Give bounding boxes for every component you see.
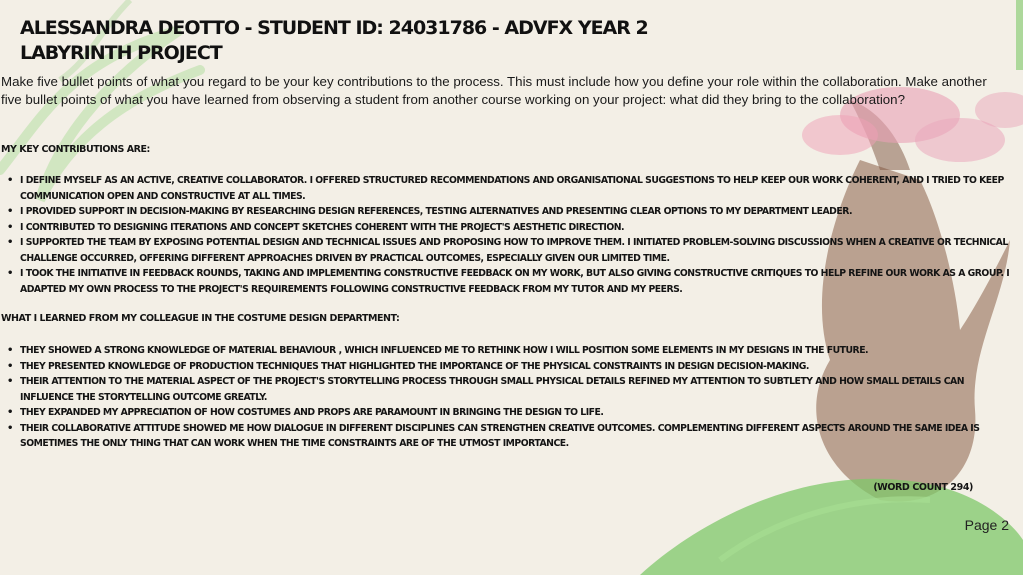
list-item (0, 266, 1010, 297)
list-item (0, 405, 1010, 421)
bullet-icon: • (7, 268, 13, 279)
list-item-text: I TOOK THE INITIATIVE IN FEEDBACK ROUNDS, TAKING AND IMPLEMENTING CONSTRUCTIVE FEEDBACK ON MY WORK, BUT ALSO GIVING CONSTRUCTIVE CRITIQUES TO HELP REFINE OUR WORK AS A GROUP. I ADAPTED MY OWN PROCESS TO THE PROJECT'S REQUIREMENTS FOLLOWING CONSTRUCTIVE FEEDBACK FROM MY TUTOR AND MY PEERS. (20, 268, 1010, 295)
bullet-icon: • (7, 422, 13, 434)
list-item-text: THEIR ATTENTION TO THE MATERIAL ASPECT OF THE PROJECT'S STORYTELLING PROCESS THROUGH SMALL PHYSICAL DETAILS REFINED MY ATTENTION TO SUBTLETY AND HOW SMALL DETAILS CAN INFLUENCE THE STORYTELLING OUTCOME GREATLY. (20, 376, 965, 403)
list-item-text: THEIR COLLABORATIVE ATTITUDE SHOWED ME HOW DIALOGUE IN DIFFERENT DISCIPLINES CAN STRENGTHEN CREATIVE OUTCOMES. COMPLEMENTING DIFFERENT ASPECTS AROUND THE SAME IDEA IS SOMETIMES THE ONLY THING THAT CAN WORK WHEN THE TIME CONSTRAINTS ARE OF THE UTMOST IMPORTANCE. (20, 422, 980, 449)
contributions-heading: MY KEY CONTRIBUTIONS ARE: (1, 144, 150, 155)
contributions-list (0, 173, 1010, 297)
page-title (20, 16, 648, 66)
list-item-text: THEY SHOWED A STRONG KNOWLEDGE OF MATERIAL BEHAVIOUR , WHICH INFLUENCED ME TO RETHINK HOW I WILL POSITION SOME ELEMENTS IN MY DESIGNS IN THE FUTURE. (20, 345, 869, 356)
list-item-text: I CONTRIBUTED TO DESIGNING ITERATIONS AND CONCEPT SKETCHES COHERENT WITH THE PROJECT'S AESTHETIC DIRECTION. (20, 221, 625, 233)
list-item-text: I DEFINE MYSELF AS AN ACTIVE, CREATIVE COLLABORATOR. I OFFERED STRUCTURED RECOMMENDATIONS AND ORGANISATIONAL SUGGESTIONS TO HELP KEEP OUR WORK COHERENT, AND I TRIED TO KEEP COMMUNICATION OPEN AND CONSTRUCTIVE AT ALL TIMES. (20, 175, 1004, 202)
list-item-text: I SUPPORTED THE TEAM BY EXPOSING POTENTIAL DESIGN AND TECHNICAL ISSUES AND PROPOSING HOW TO IMPROVE THEM. I INITIATED PROBLEM-SOLVING DISCUSSIONS WHEN A CREATIVE OR TECHNICAL CHALLENGE OCCURRED, OFFERING DIFFERENT APPROACHES DRIVEN BY PRACTICAL OUTCOMES, ESPECIALLY GIVEN OUR LIMITED TIME. (20, 237, 1008, 264)
list-item (0, 220, 1010, 236)
bullet-icon: • (7, 376, 13, 387)
word-count: (WORD COUNT 294) (873, 482, 973, 493)
title-line-2: LABYRINTH PROJECT (20, 42, 222, 64)
title-line-1: ALESSANDRA DEOTTO - STUDENT ID: 24031786 - ADVFX YEAR 2 (20, 17, 648, 39)
list-item (0, 343, 1010, 359)
list-item (0, 359, 1010, 375)
page-number: Page 2 (964, 517, 1009, 533)
bullet-icon: • (7, 175, 13, 186)
list-item-text: THEY PRESENTED KNOWLEDGE OF PRODUCTION TECHNIQUES THAT HIGHLIGHTED THE IMPORTANCE OF THE PHYSICAL CONSTRAINTS IN DESIGN DECISION-MAKING. (20, 360, 809, 372)
list-item (0, 204, 1010, 220)
list-item-text: I PROVIDED SUPPORT IN DECISION-MAKING BY RESEARCHING DESIGN REFERENCES, TESTING ALTERNATIVES AND PRESENTING CLEAR OPTIONS TO MY DEPARTMENT LEADER. (20, 206, 853, 217)
bullet-icon: • (7, 407, 13, 418)
bullet-icon: • (7, 360, 13, 372)
learnings-list (0, 343, 1010, 452)
list-item (0, 374, 1010, 405)
bullet-icon: • (7, 237, 13, 248)
bullet-icon: • (7, 221, 13, 233)
learnings-heading: WHAT I LEARNED FROM MY COLLEAGUE IN THE COSTUME DESIGN DEPARTMENT: (1, 313, 400, 324)
list-item-text: THEY EXPANDED MY APPRECIATION OF HOW COSTUMES AND PROPS ARE PARAMOUNT IN BRINGING THE DESIGN TO LIFE. (20, 407, 604, 418)
list-item (0, 421, 1010, 452)
bullet-icon: • (7, 345, 13, 356)
instructions-text: Make five bullet points of what you regard to be your key contributions to the process. This must include how you define your role within the collaboration. Make another five bullet points of what you have learned from observing a student from another course working on your project: what did they bring to the collaboration? (1, 74, 987, 107)
bullet-icon: • (7, 206, 13, 217)
list-item (0, 235, 1010, 266)
list-item (0, 173, 1010, 204)
